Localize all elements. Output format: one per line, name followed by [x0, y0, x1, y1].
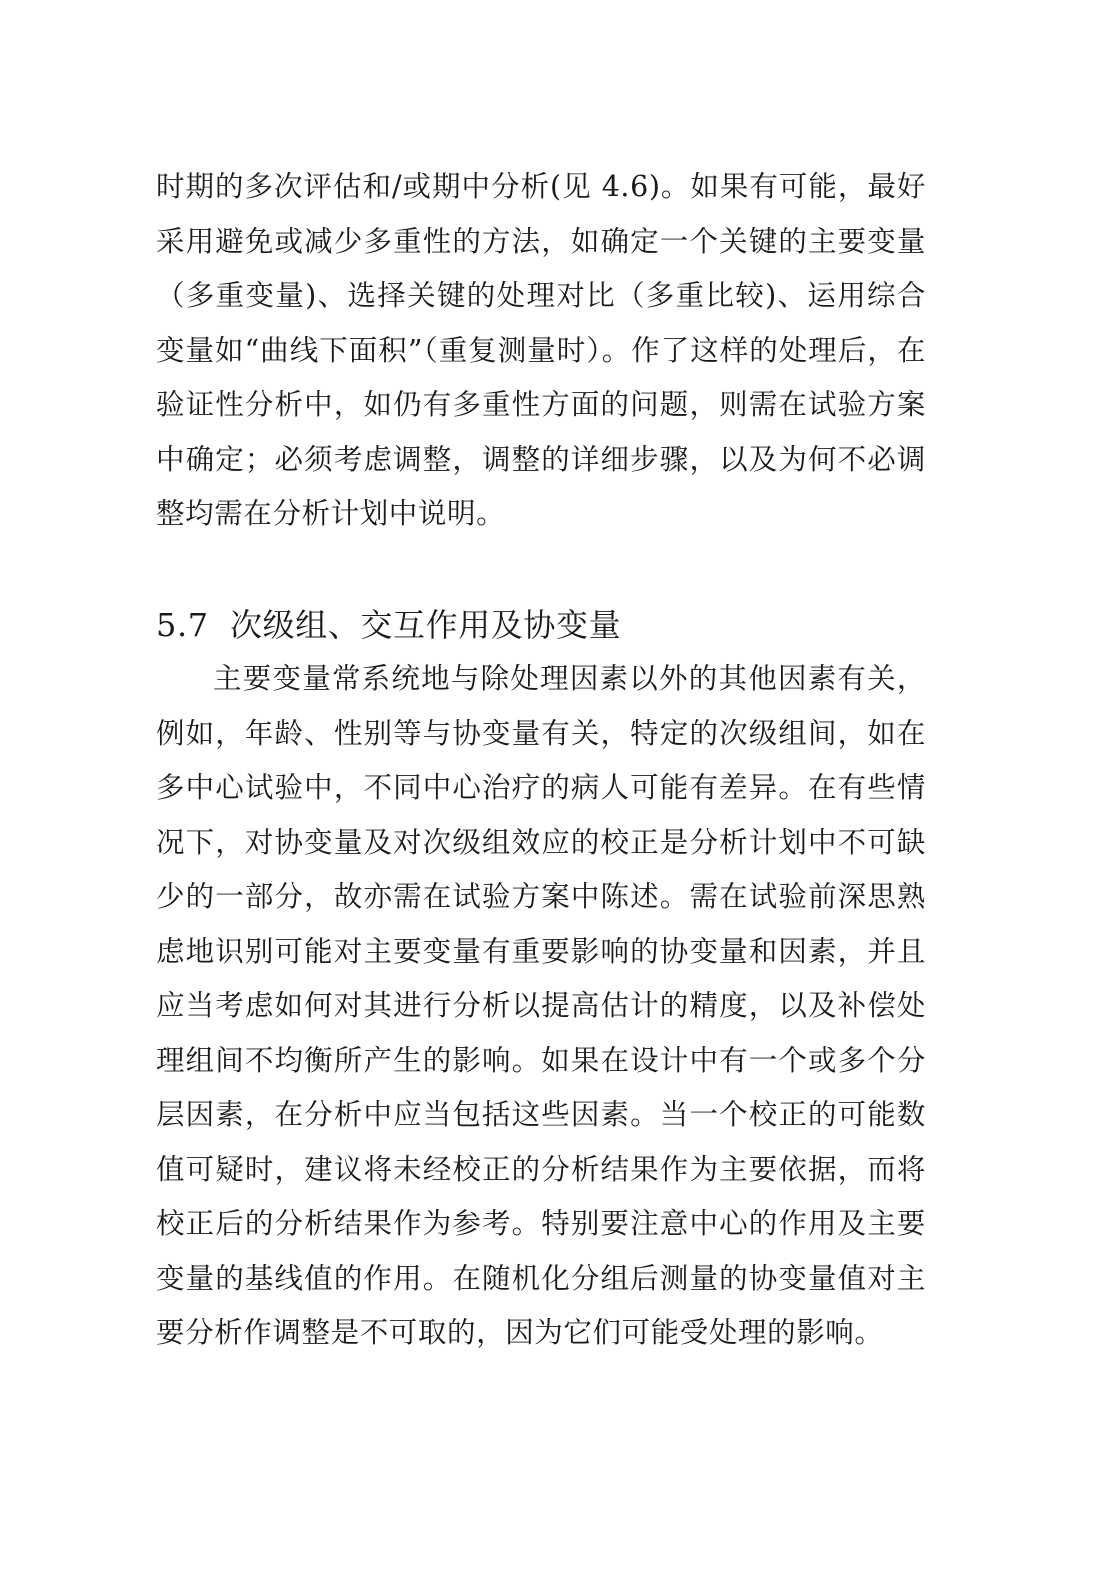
continued-paragraph: 时期的多次评估和/或期中分析(见 4.6)。如果有可能，最好采用避免或减少多重性的方法，如确定一个关键的主要变量（多重变量)、选择关键的处理对比（多重比较)、运用综合变量如“曲线下面积”（重复测量时）。作了这样的处理后，在验证性分析中，如仍有多重性方面的问题，则需在试验方案中确定；必须考虑调整，调整的详细步骤，以及为何不必调整均需在分析计划中说明。	[156, 170, 926, 530]
section-number: 5.7	[156, 606, 209, 644]
section-heading	[156, 598, 926, 652]
section-paragraph: 主要变量常系统地与除处理因素以外的其他因素有关，例如，年龄、性别等与协变量有关，特定的次级组间，如在多中心试验中，不同中心治疗的病人可能有差异。在有些情况下，对协变量及对次级组效应的校正是分析计划中不可缺少的一部分，故亦需在试验方案中陈述。需在试验前深思熟虑地识别可能对主要变量有重要影响的协变量和因素，并且应当考虑如何对其进行分析以提高估计的精度，以及补偿处理组间不均衡所产生的影响。如果在设计中有一个或多个分层因素，在分析中应当包括这些因素。当一个校正的可能数值可疑时，建议将未经校正的分析结果作为主要依据，而将校正后的分析结果作为参考。特别要注意中心的作用及主要变量的基线值的作用。在随机化分组后测量的协变量值对主要分析作调整是不可取的，因为它们可能受处理的影响。	[156, 662, 926, 1349]
section-title: 次级组、交互作用及协变量	[230, 606, 622, 644]
